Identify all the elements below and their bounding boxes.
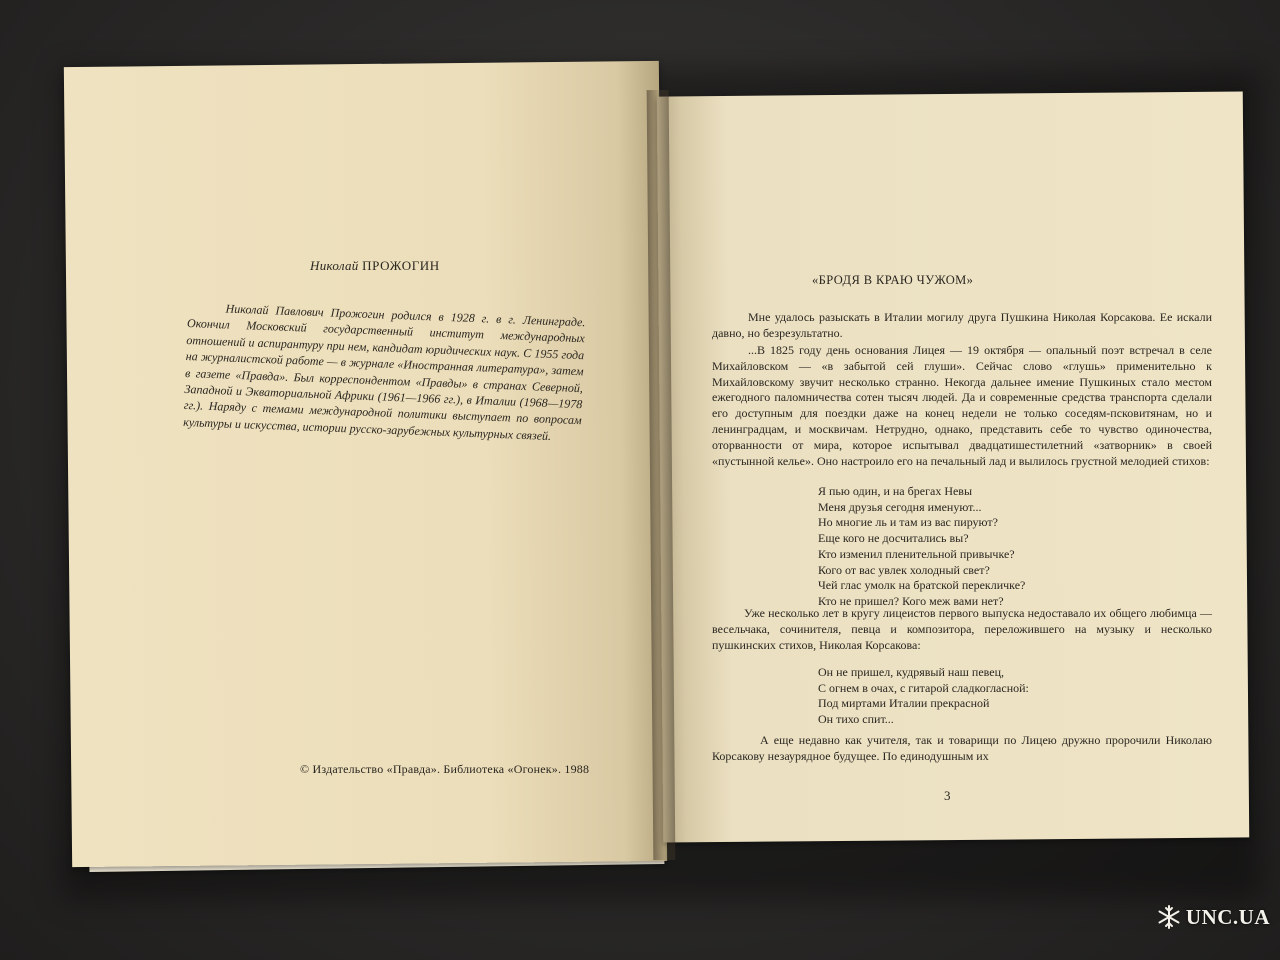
page-number: 3 — [944, 788, 951, 803]
verse-line: Но многие ль и там из вас пируют? — [818, 515, 998, 530]
author-heading — [310, 258, 440, 274]
paragraph-4: А еще недавно как учителя, так и товарищи по Лицею дружно пророчили Николаю Корсакову незаурядное будущее. По единодушным их — [712, 733, 1212, 763]
paragraph-2: ...В 1825 году день основания Лицея — 19 октября — опальный поэт встречал в селе Михайловском — «в забытой сей глуши». Сейчас слово «глушь» применительно к Михайловскому звучит несколько странно. Некогда дальнее имение Пушкиных стало местом ежегодного паломничества сотен тысяч людей. Да и современные средства транспорта сделали его доступным для поездки даже на конец недели не только соседям-псковитянам, но и ленинградцам, и москвичам. Нетрудно, однако, представить себе то чувство одиночества, оторванности от мира, которое испытывал двадцатишестилетний «затворник» в своей «пустынной келье». Оно настроило его на печальный лад и вылилось грустной мелодией стихов: — [712, 343, 1212, 468]
paragraph-1: Мне удалось разыскать в Италии могилу друга Пушкина Николая Корсакова. Ее искали давно, но безрезультатно. — [712, 310, 1212, 340]
verse-line: Меня друзья сегодня именуют... — [818, 499, 982, 514]
copyright-line: © Издательство «Правда». Библиотека «Огонек». 1988 — [300, 762, 590, 776]
verse-line: Я пью один, и на брегах Невы — [818, 484, 973, 498]
verse-line: Кто изменил пленительной привычке? — [818, 546, 1015, 561]
verse-1 — [818, 484, 1025, 610]
verse-line: Кого от вас увлек холодный свет? — [818, 562, 990, 577]
verse-2 — [818, 665, 1029, 728]
verse-line: Чей глас умолк на братской перекличке? — [818, 578, 1026, 593]
snowflake-icon — [1156, 904, 1182, 930]
author-first-name: Николай — [310, 258, 359, 273]
verse-line: Кто не пришел? Кого меж вами нет? — [818, 593, 1004, 608]
verse-line: Он не пришел, кудрявый наш певец, — [818, 665, 1004, 679]
author-last-name: ПРОЖОГИН — [362, 258, 440, 273]
verse-line: Он тихо спит... — [818, 712, 894, 727]
left-page — [64, 61, 667, 867]
article-title: «БРОДЯ В КРАЮ ЧУЖОМ» — [812, 273, 974, 287]
watermark-text: UNC.UA — [1185, 904, 1270, 929]
verse-line: Под миртами Италии прекрасной — [818, 696, 990, 711]
paragraph-3: Уже несколько лет в кругу лицеистов первого выпуска недоставало их общего любимца — весельчака, сочинителя, певца и композитора, переложившего на музыку и несколько пушкинских стихов, Николая Корсакова: — [712, 606, 1212, 652]
verse-line: С огнем в очах, с гитарой сладкогласной: — [818, 680, 1029, 695]
verse-line: Еще кого не досчитались вы? — [818, 531, 969, 546]
watermark — [1156, 904, 1270, 930]
author-bio: Николай Павлович Прожогин родился в 1928 г. в г. Ленинграде. Окончил Московский государственный институт международных отношений и аспирантуру при нем, кандидат юридических наук. С 1955 года на журналистской работе — в журнале «Иностранная литература», затем в газете «Правда». Был корреспондентом «Правды» в странах Северной, Западной и Экваториальной Африки (1961—1966 гг.), в Италии (1968—1978 гг.). Наряду с темами международной политики выступает по вопросам культуры и искусства, истории русско-зарубежных культурных связей. — [183, 301, 586, 443]
